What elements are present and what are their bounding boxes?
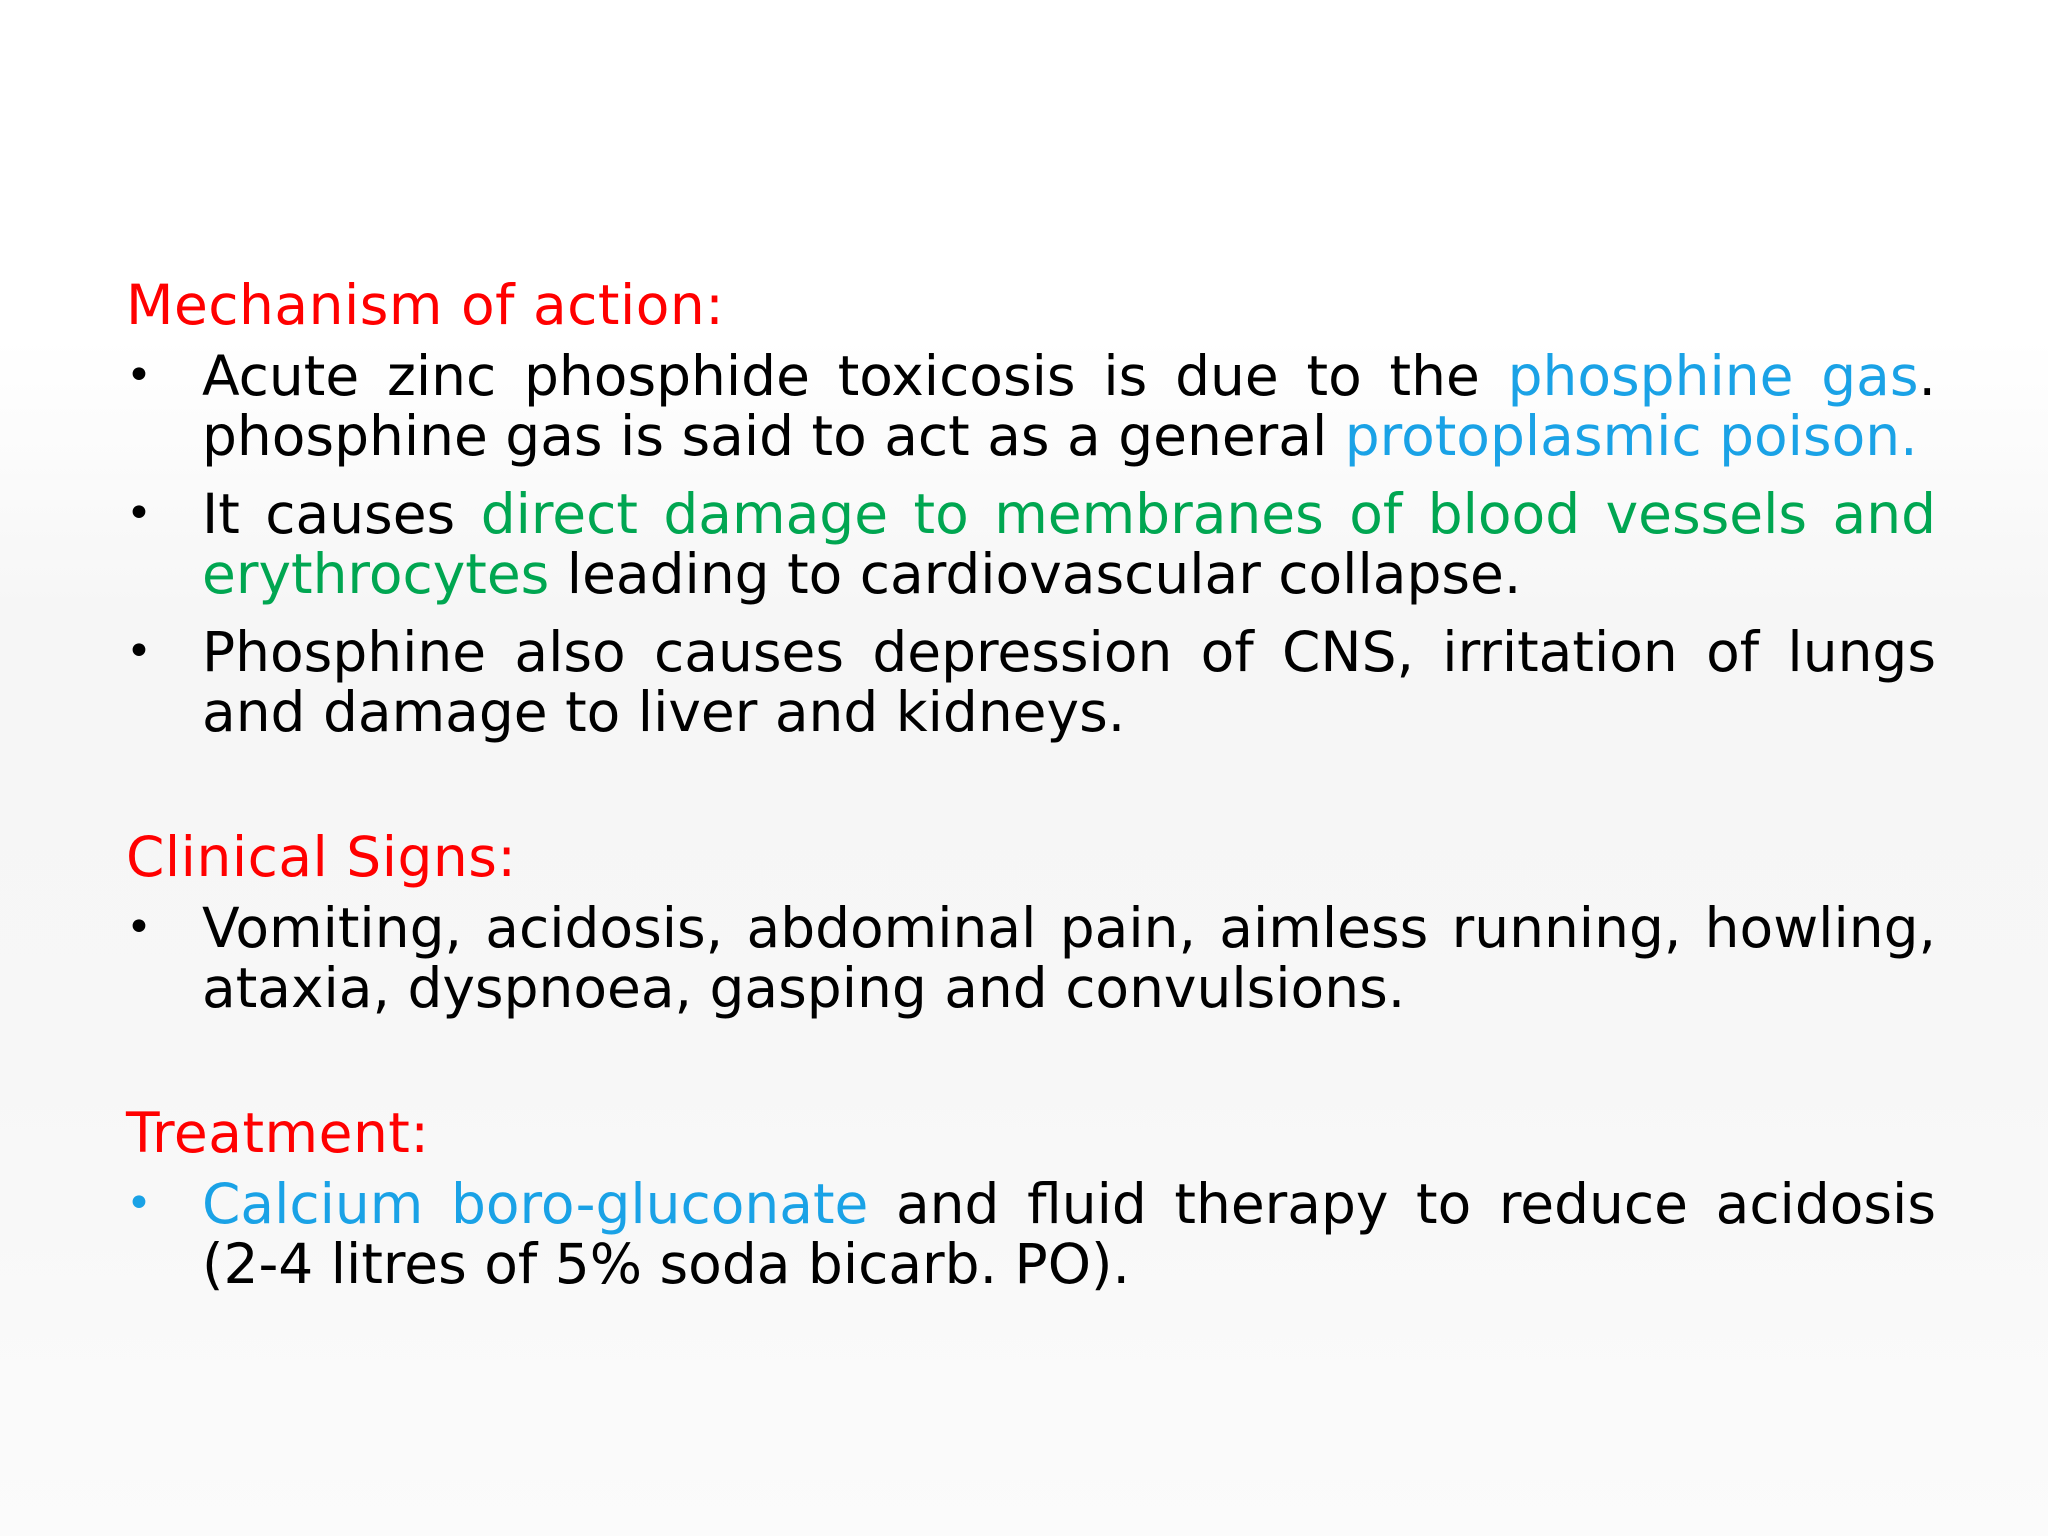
text-run: Acute zinc phosphide toxicosis is due to the <box>202 344 1508 408</box>
section-heading: Clinical Signs: <box>126 825 517 889</box>
bullet-dot-icon: • <box>126 488 152 539</box>
section-clinical-signs <box>126 822 1936 1018</box>
bullet-list <box>126 346 1936 742</box>
text-run: leading to cardiovascular collapse. <box>549 542 1522 606</box>
highlight-text-run: direct damage to membranes of blood vessels and erythrocytes <box>202 482 1937 606</box>
highlight-text-run: phosphine gas <box>1507 344 1919 408</box>
bullet-item <box>126 484 1936 604</box>
bullet-dot-icon: • <box>126 350 152 401</box>
text-run: Vomiting, acidosis, abdominal pain, aimless running, howling, ataxia, dyspnoea, gasping and convulsions. <box>202 896 1936 1020</box>
bullet-list <box>126 898 1936 1018</box>
text-run: Phosphine also causes depression of CNS, irritation of lungs and damage to liver and kidneys. <box>202 620 1936 744</box>
bullet-item <box>126 622 1936 742</box>
bullet-dot-icon: • <box>126 626 152 677</box>
section-heading: Treatment: <box>126 1101 430 1165</box>
bullet-dot-icon: • <box>126 1178 152 1229</box>
highlight-text-run: protoplasmic poison. <box>1344 404 1918 468</box>
text-run: and fluid therapy to reduce acidosis (2-4 litres of 5% soda bicarb. PO). <box>202 1172 1936 1296</box>
section-mechanism <box>126 270 1936 742</box>
highlight-text-run: Calcium boro-gluconate <box>202 1172 869 1236</box>
bullet-item <box>126 898 1936 1018</box>
bullet-item <box>126 1174 1936 1294</box>
section-treatment <box>126 1098 1936 1294</box>
text-run: . phosphine gas is said to act as a general <box>202 344 1936 468</box>
section-heading: Mechanism of action: <box>126 273 725 337</box>
bullet-dot-icon: • <box>126 902 152 953</box>
bullet-item <box>126 346 1936 466</box>
slide-content <box>126 270 1936 1374</box>
bullet-list <box>126 1174 1936 1294</box>
text-run: It causes <box>202 482 481 546</box>
